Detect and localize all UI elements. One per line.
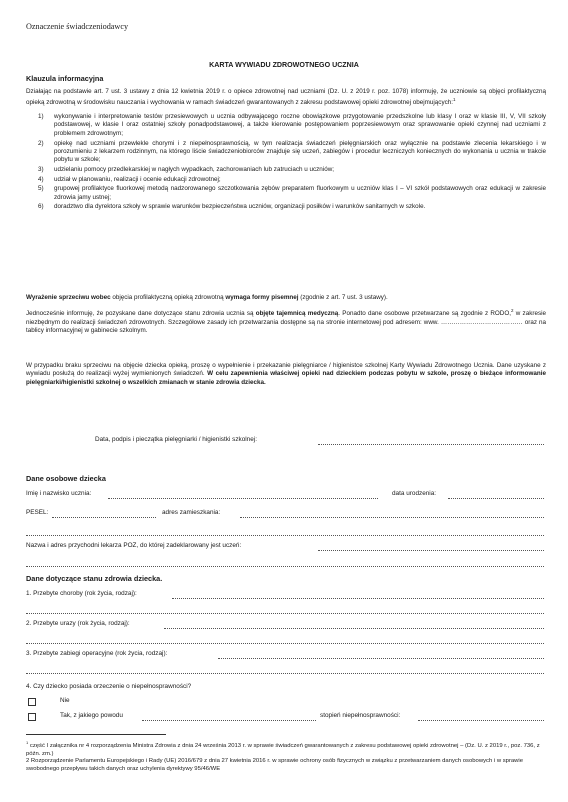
disability-reason-field[interactable] [142,720,316,721]
pesel-field[interactable] [52,517,156,518]
clause-heading: Klauzula informacyjna [26,74,104,83]
illnesses-field-line-2[interactable] [26,613,544,614]
list-item: 6) doradztwo dla dyrektora szkoły w sprawie warunków bezpieczeństwa uczniów, organizacji posiłków i warunków sanitarnych w szkole. [38,203,426,211]
disability-question: 4. Czy dziecko posiada orzeczenie o niepełnosprawności? [26,683,192,690]
clinic-label: Nazwa i adres przychodni lekarza POZ, do której zadeklarowany jest uczeń: [26,542,242,549]
address-label: adres zamieszkania: [162,509,221,516]
list-item: 3) udzielaniu pomocy przedlekarskiej w nagłych wypadkach, zachorowaniach lub zatruciach u uczniów; [38,166,335,174]
footnote-1: $^1$ część I załącznika nr 4 rozporządzenia Ministra Zdrowia z dnia 24 września 2013 r. w sprawie świadczeń gwarantowanych z zakresu podstawowej opieki zdrowotnej – (Dz. U. z 2019 r., poz. 736, z późn. zm.) [26,740,540,758]
birth-date-field[interactable] [448,498,544,499]
consent-paragraph: Wyrażenie sprzeciwu wobec objęcia profilaktyczną opieką zdrowotną wymaga formy pisemnej (zgodnie z art. 7 ust. 3 ustawy). [26,294,388,301]
signature-label: Data, podpis i pieczątka pielęgniarki / higienistki szkolnej: [95,436,257,443]
clause-intro: Działając na podstawie art. 7 ust. 3 ustawy z dnia 12 kwietnia 2019 r. o opiece zdrowotnej nad uczniami (Dz. U. z 2019 r. poz. 1078) informuję, że uczniowie są objęci profilaktyczną opieką zdrowotną w środowisku nauczania i wychowania w ramach świadczeń gwarantowanych z zakresu podstawowej opieki zdrowotnej obejmujących:$^1$ [26,88,546,107]
yes-option-label: Tak, z jakiego powodu [60,712,123,719]
surgeries-field-line-2[interactable] [26,673,544,674]
address-field[interactable] [240,517,544,518]
no-option-label: Nie [60,697,70,704]
clinic-field-line-2[interactable] [26,566,544,567]
health-data-heading: Dane dotyczące stanu zdrowia dziecka. [26,574,163,583]
request-paragraph: W przypadku braku sprzeciwu na objęcie dziecka opieką, proszę o wypełnienie i przekazanie pielęgniarce / higienistce szkolnej Karty Wywiadu Zdrowotnego Ucznia. Dane uzyskane z wywiadu posłużą do realizacji wyżej wymienionych świadczeń. W celu zapewnienia właściwej opieki nad dzieckiem podczas pobytu w szkole, proszę o bieżące informowanie pielęgniarki/higienistki szkolnej o wszelkich zmianach w stanie zdrowia dziecka. [26,362,546,386]
list-item: 5) grupowej profilaktyce fluorkowej metodą nadzorowanego szczotkowania zębów preparatem fluorkowym u uczniów klas I – VI szkół podstawowych oraz edukacji w zakresie zdrowia jamy ustnej; [38,185,546,201]
signature-field[interactable] [318,444,544,445]
service-list [26,113,546,213]
surgeries-field[interactable] [218,658,544,659]
injuries-field[interactable] [164,628,544,629]
surgeries-label: 3. Przebyte zabiegi operacyjne (rok życia, rodzaj): [26,650,168,657]
no-checkbox[interactable] [28,698,36,706]
provider-label: Oznaczenie świadczeniodawcy [26,22,129,31]
injuries-field-line-2[interactable] [26,643,544,644]
disability-degree-label: stopień niepełnosprawności: [320,712,401,719]
confidentiality-paragraph: Jednocześnie informuję, że pozyskane dane dotyczące stanu zdrowia ucznia są objęte tajemnicą medyczną. Ponadto dane osobowe przetwarzane są zgodnie z RODO,$^2$ w zakresie niezbędnym do realizacji świadczeń zdrowotnych. Szczegółowe zasady ich przetwarzania dostępne są na stronie internetowej pod adresem: www. ………………………………… oraz na tablicy informacyjnej w gabinecie szkolnym. [26,308,546,334]
personal-data-heading: Dane osobowe dziecka [26,474,106,483]
address-field-line-2[interactable] [26,535,544,536]
clinic-field[interactable] [318,550,544,551]
disability-degree-field[interactable] [418,720,544,721]
injuries-label: 2. Przebyte urazy (rok życia, rodzaj): [26,620,130,627]
list-item: 1) wykonywanie i interpretowanie testów przesiewowych u ucznia odbywającego roczne obowiązkowe przygotowanie przedszkolne lub klasy I oraz w klasie III, V, VII szkoły podstawowej, w klasie I oraz ostatniej szkoły ponadpodstawowej, a także kierowanie postępowaniem poprzesiewowym oraz sprawowanie opieki czynnej nad uczniami z problemem zdrowotnym; [38,113,546,137]
footnote-divider [26,734,166,735]
list-item: 4) udział w planowaniu, realizacji i ocenie edukacji zdrowotnej; [38,175,221,183]
footnote-2: 2 Rozporządzenie Parlamentu Europejskiego i Rady (UE) 2016/679 z dnia 27 kwietnia 2016 r. w sprawie ochrony osób fizycznych w związku z przetwarzaniem danych osobowych i w sprawie swobodnego przepływu takich danych oraz uchylenia dyrektywy 95/46/WE [26,758,524,773]
student-name-field[interactable] [108,498,378,499]
list-item: 2) opiekę nad uczniami przewlekle chorymi i z niepełnosprawnością, w tym realizacja świadczeń pielęgniarskich oraz wyłącznie na podstawie zlecenia lekarskiego i w porozumieniu z lekarzem rodzinnym, na którego liście świadczeniobiorców znajduje się uczeń, zabiegów i procedur leczniczych koniecznych do wykonania u ucznia w trakcie pobytu w szkole; [38,139,546,164]
illnesses-field[interactable] [172,598,544,599]
yes-checkbox[interactable] [28,713,36,721]
illnesses-label: 1. Przebyte choroby (rok życia, rodzaj): [26,590,137,597]
pesel-label: PESEL: [26,509,49,516]
student-name-label: Imię i nazwisko ucznia: [26,490,92,497]
document-title: KARTA WYWIADU ZDROWOTNEGO UCZNIA [209,61,359,69]
birth-date-label: data urodzenia: [392,490,437,497]
